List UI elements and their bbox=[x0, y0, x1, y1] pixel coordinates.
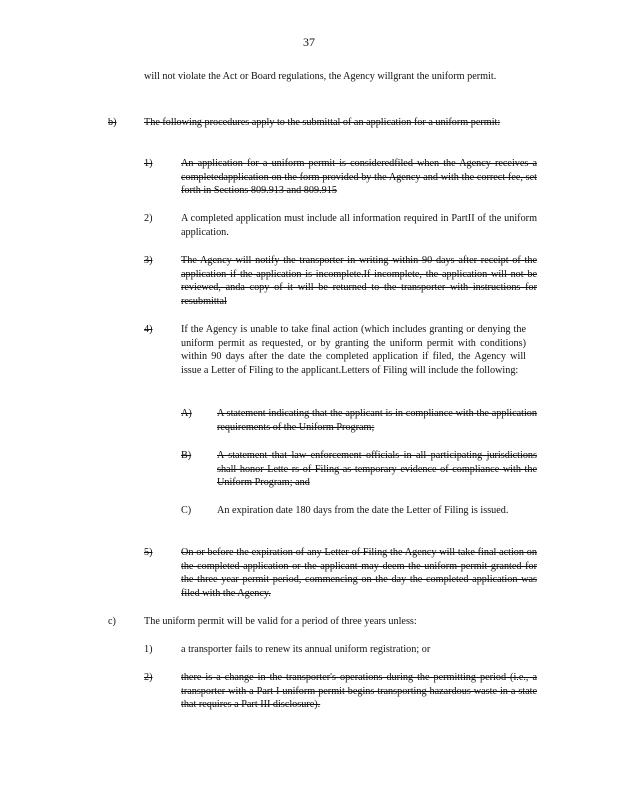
subitem-a-label: A) bbox=[181, 408, 192, 419]
subitem-c-label: C) bbox=[181, 505, 192, 516]
item-b5-label: 5) bbox=[144, 547, 153, 558]
subitem-a-text: A statement indicating that the applicant is in compliance with the application requirements of the Uniform Program; bbox=[217, 408, 537, 433]
item-b2-label: 2) bbox=[144, 213, 153, 224]
page-number: 37 bbox=[303, 35, 315, 49]
item-b1-label: 1) bbox=[144, 158, 153, 169]
item-b5-text: On or before the expiration of any Letter of Filing the Agency will take final action on the completed application or the applicant may deem the uniform permit granted for the three year permit period, commencing on the day the completed application was filed with the Agency. bbox=[181, 547, 537, 599]
subitem-b-label: B) bbox=[181, 450, 192, 461]
subitem-c-text: An expiration date 180 days from the date the Letter of Filing is issued. bbox=[217, 505, 509, 516]
intro-paragraph: will not violate the Act or Board regulations, the Agency willgrant the uniform permit. bbox=[144, 71, 497, 82]
section-b-text: The following procedures apply to the submittal of an application for a uniform permit: bbox=[144, 117, 501, 128]
item-b4-text: If the Agency is unable to take final action (which includes granting or denying the uniform permit as requested, or by granting the uniform permit with conditions) within 90 days after the date the completed application if filed, the Agency will issue a Letter of Filing to the applicant.Letters of Filing will include the following: bbox=[181, 324, 526, 376]
item-b4-label: 4) bbox=[144, 324, 153, 335]
item-b3-text: The Agency will notify the transporter in writing within 90 days after receipt of the application if the application is incomplete.If incomplete, the application will not be reviewed, anda copy of it will be returned to the transporter with instructions for resubmittal bbox=[181, 255, 537, 307]
section-c-label: c) bbox=[108, 616, 116, 627]
item-b3-label: 3) bbox=[144, 255, 153, 266]
subitem-b-text: A statement that law enforcement officials in all participating jurisdictions shall honor Lette rs of Filing as temporary evidence of compliance with the Uniform Program; and bbox=[217, 450, 537, 489]
section-b-label: b) bbox=[108, 117, 117, 128]
item-c2-text: there is a change in the transporter's operations during the permitting period (i.e., a transporter with a Part I uniform permit begins transporting hazardous waste in a state that requires a Part III disclosure). bbox=[181, 672, 537, 711]
item-b2-text: A completed application must include all information required in PartII of the uniform application. bbox=[181, 213, 537, 238]
item-b1-text: An application for a uniform permit is consideredfiled when the Agency receives a completedapplication on the form provided by the Agency and with the correct fee, set forth in Sections 809.913 and 809.915 bbox=[181, 158, 537, 197]
item-c1-label: 1) bbox=[144, 644, 153, 655]
item-c2-label: 2) bbox=[144, 672, 153, 683]
item-c1-text: a transporter fails to renew its annual uniform registration; or bbox=[181, 644, 431, 655]
section-c-text: The uniform permit will be valid for a period of three years unless: bbox=[144, 616, 417, 627]
